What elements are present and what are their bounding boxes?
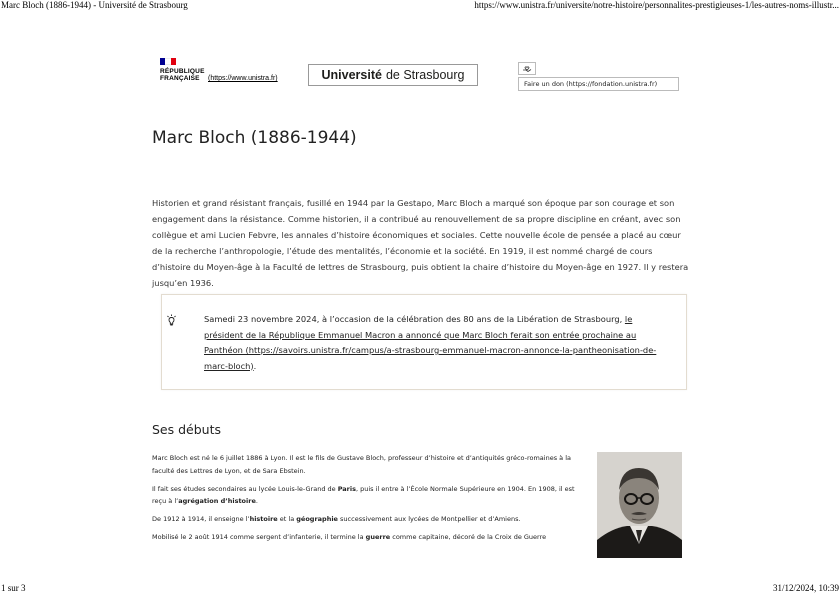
lightbulb-icon [166, 314, 177, 330]
universite-strasbourg-logo[interactable] [308, 64, 478, 86]
donation-button[interactable]: Faire un don (https://fondation.unistra.fr) [518, 77, 679, 91]
p4-text-c: comme capitaine, décoré de la Croix de Guerre [390, 533, 547, 541]
pantheon-link[interactable]: le président de la République Emmanuel Macron a annoncé que Marc Bloch ferait son entrée prochaine au Panthéon (https://savoirs.unistra.fr/campus/a-strasbourg-emmanuel-macron-annonce-la-pantheonisation-de-marc-bloch) [204, 314, 657, 371]
notice-text-before: Samedi 23 novembre 2024, à l’occasion de la célébration des 80 ans de la Libération de Strasbourg, [204, 314, 625, 324]
rf-home-link[interactable]: (https://www.unistra.fr) [208, 75, 278, 82]
p3-text-c: et la [277, 515, 297, 523]
print-datetime: 31/12/2024, 10:39 [772, 583, 839, 593]
p3-bold-geographie: géographie [296, 515, 338, 523]
pantheon-notice [161, 294, 687, 390]
intro-paragraph: Historien et grand résistant français, fusillé en 1944 par la Gestapo, Marc Bloch a marqué son époque par son courage et son engagement dans la résistance. Comme historien, il a contribué au renouvellement de sa propre discipline en créant, avec son collègue et ami Lucien Febvre, les annales d’histoire économiques et sociales. Cette nouvelle école de pensée a placé au cœur de la recherche l’anthropologie, l’étude des mentalités, l’économie et la société. En 1919, il est nommé chargé de cours d’histoire du Moyen-âge à la Faculté de lettres de Strasbourg, puis obtient la chaire d’histoire du Moyen-âge en 1927. Il y restera jusqu’en 1936. [152, 198, 689, 288]
p2-text-c: , puis il entre à l’École Normale Supérieure en 1904. En 1908, il est reçu à l’ [152, 484, 575, 505]
marc-bloch-portrait [597, 452, 682, 558]
french-flag-icon [160, 58, 176, 65]
debuts-section [152, 452, 584, 549]
print-footer [0, 583, 840, 594]
section-title-debuts: Ses débuts [152, 422, 222, 437]
p2-bold-paris: Paris [337, 484, 356, 493]
print-page-title: Marc Bloch (1886-1944) - Université de Strasbourg [1, 0, 188, 10]
print-header [0, 0, 840, 12]
print-page-number: 1 sur 3 [1, 583, 26, 593]
p3-text-a: De 1912 à 1914, il enseigne l’ [152, 515, 250, 523]
notice-text-after: . [253, 360, 257, 371]
debuts-paragraph-1: Marc Bloch est né le 6 juillet 1886 à Lyon. Il est le fils de Gustave Bloch, professeur d’histoire et d’antiquités gréco-romaines à la faculté des Lettres de Lyon, et de Sara Ebstein. [152, 454, 571, 475]
page-title: Marc Bloch (1886-1944) [152, 128, 357, 148]
p2-text-a: Il fait ses études secondaires au lycée Louis-le-Grand de [152, 484, 338, 493]
p3-text-e: successivement aux lycées de Montpellier et d’Amiens. [337, 515, 521, 523]
rf-line1: RÉPUBLIQUE [160, 68, 205, 75]
notice-text [204, 312, 674, 374]
p2-bold-agregation: agrégation d’histoire [178, 497, 256, 505]
debuts-paragraph-3 [152, 513, 584, 526]
hand-heart-icon[interactable] [518, 62, 536, 75]
logo-text-rest: de Strasbourg [385, 68, 465, 82]
republique-francaise-logo[interactable] [160, 58, 315, 88]
flag-red [171, 58, 176, 65]
p4-text-a: Mobilisé le 2 août 1914 comme sergent d’infanterie, il termine la [152, 533, 366, 541]
republique-francaise-text [160, 68, 205, 82]
logo-text-bold: Université [321, 68, 382, 82]
p3-bold-histoire: histoire [249, 515, 278, 523]
print-url: https://www.unistra.fr/universite/notre-histoire/personnalites-prestigieuses-1/les-autres-noms-illustr... [474, 0, 839, 10]
rf-line2: FRANÇAISE [160, 75, 200, 82]
p4-bold-guerre: guerre [365, 533, 391, 541]
debuts-paragraph-4 [152, 531, 584, 544]
p2-text-e: . [255, 497, 258, 505]
debuts-paragraph-2 [152, 483, 584, 508]
